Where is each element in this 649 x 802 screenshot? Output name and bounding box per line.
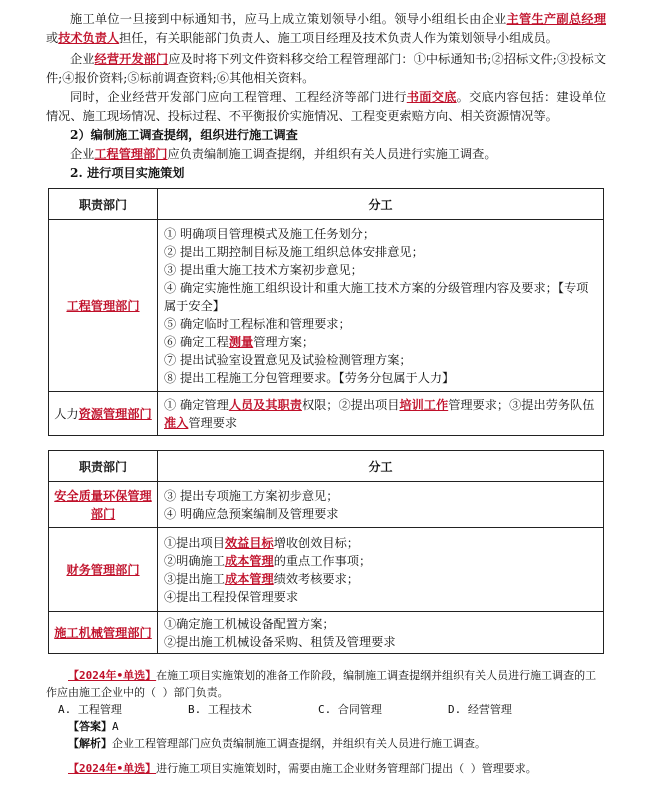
- intro-paragraph-2: 企业经营开发部门应及时将下列文件资料移交给工程管理部门：①中标通知书;②招标文件;③投标文件;④报价资料;⑤标前调查资料;⑥其他相关资料。: [46, 52, 607, 85]
- question2-stem: 【2024年•单选】进行施工项目实施策划时，需要由施工企业财务管理部门提出（ ）管理要求。: [68, 762, 537, 775]
- section-heading-2: 2）编制施工调查提纲，组织进行施工调查: [70, 128, 298, 142]
- table1-row1-duties: ① 明确项目管理模式及施工任务划分； ② 提出工期控制目标及施工组织总体安排意见； ③ 提出重大施工技术方案初步意见； ④ 确定实施性施工组织设计和重大施工技术方案的分级管理内容及要求；【专项属于安全】 ⑤ 确定临时工程标准和管理要求； ⑥ 确定工程测量管理方案； ⑦ 提出试验室设置意见及试验检测管理方案； ⑧ 提出工程施工分包管理要求。【劳务分包属于人力】: [158, 220, 604, 392]
- table2-header-duty: 分工: [158, 451, 604, 482]
- keyword-business-dept: 经营开发部门: [94, 52, 169, 66]
- table2-header-dept: 职责部门: [49, 451, 158, 482]
- intro-paragraph-3: 同时，企业经营开发部门应向工程管理、工程经济等部门进行书面交底。交底内容包括：建设单位情况、施工现场情况、投标过程、不平衡报价实施情况、工程变更索赔方向、相关资源情况等。: [46, 90, 607, 123]
- option-a: A. 工程管理: [58, 703, 122, 716]
- question1-tag: 【2024年•单选】: [68, 669, 157, 682]
- keyword-written-briefing: 书面交底: [406, 90, 457, 104]
- keyword-engineering-dept: 工程管理部门: [94, 147, 168, 161]
- table2-row1-dept: 安全质量环保管理部门: [49, 482, 158, 528]
- section-heading-3: 2. 进行项目实施策划: [70, 166, 185, 180]
- option-c: C. 合同管理: [318, 703, 382, 716]
- option-b: B. 工程技术: [188, 703, 252, 716]
- table2-row3-dept: 施工机械管理部门: [49, 612, 158, 654]
- table1-header-dept: 职责部门: [49, 189, 158, 220]
- table2-row3-duties: ①确定施工机械设备配置方案； ②提出施工机械设备采购、租赁及管理要求: [158, 612, 604, 654]
- question1-stem: 【2024年•单选】在施工项目实施策划的准备工作阶段，编制施工调查提纲并组织有关人员进行施工调查的工作应由施工企业中的（ ）部门负责。: [46, 669, 597, 699]
- intro-paragraph-4: 企业工程管理部门应负责编制施工调查提纲，并组织有关人员进行实施工调查。: [70, 147, 497, 161]
- table1-row2-dept: 人力资源管理部门: [49, 392, 158, 436]
- table1-row1-dept: 工程管理部门: [49, 220, 158, 392]
- duty-table-1: [48, 188, 604, 436]
- table1-header-duty: 分工: [158, 189, 604, 220]
- keyword-vice-gm: 主管生产副总经理: [506, 12, 607, 26]
- option-d: D. 经营管理: [448, 703, 512, 716]
- question1-answer: 【答案】A: [68, 720, 119, 733]
- intro-paragraph-1: 施工单位一旦接到中标通知书，应马上成立策划领导小组。领导小组组长由企业主管生产副总经理或技术负责人担任，有关职能部门负责人、施工项目经理及技术负责人作为策划领导小组成员。: [46, 12, 607, 45]
- question1-analysis: 【解析】企业工程管理部门应负责编制施工调查提纲，并组织有关人员进行施工调查。: [68, 737, 486, 750]
- table1-row2-duties: ① 确定管理人员及其职责权限；②提出项目培训工作管理要求；③提出劳务队伍准入管理要求: [158, 392, 604, 436]
- table2-row1-duties: ③ 提出专项施工方案初步意见； ④ 明确应急预案编制及管理要求: [158, 482, 604, 528]
- keyword-tech-lead: 技术负责人: [58, 31, 120, 45]
- table2-row2-duties: ①提出项目效益目标增收创效目标； ②明确施工成本管理的重点工作事项； ③提出施工成本管理绩效考核要求； ④提出工程投保管理要求: [158, 528, 604, 612]
- question1-options: [46, 701, 618, 718]
- table2-row2-dept: 财务管理部门: [49, 528, 158, 612]
- duty-table-2: [48, 450, 604, 654]
- question2-tag: 【2024年•单选】: [68, 762, 157, 775]
